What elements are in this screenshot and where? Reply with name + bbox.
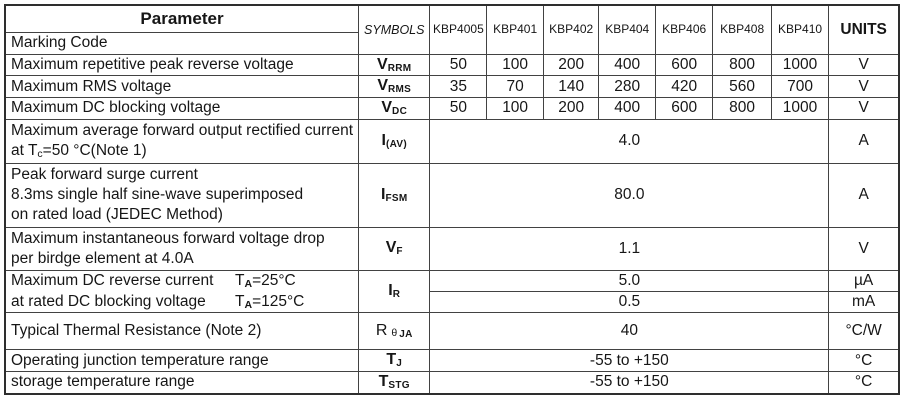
unit-cell: A [829,119,899,163]
row-vrms [5,76,899,98]
symbol-ifsm [359,163,430,227]
param-line: per birdge element at 4.0A [11,249,194,267]
col-header-kbp408: KBP408 [713,5,771,54]
value-cell-merged: 80.0 [430,163,829,227]
col-header-kbp404: KBP404 [599,5,656,54]
symbol-tstg [359,371,430,393]
value-cell-merged: 40 [430,313,829,350]
units-header: UNITS [829,5,899,54]
param-line: Maximum instantaneous forward voltage drop [11,229,325,247]
value-cell-merged: 0.5 [430,292,829,313]
param-label [5,227,359,270]
param-label: Operating junction temperature range [5,350,359,372]
symbols-header: SYMBOLS [359,5,430,54]
unit-cell: °C [829,371,899,393]
param-label: storage temperature range [5,371,359,393]
value-cell-merged: 4.0 [430,119,829,163]
unit-cell: °C/W [829,313,899,350]
param-label [5,270,359,312]
row-tj [5,350,899,372]
param-line: at rated DC blocking voltage TA=125°C [11,292,305,311]
value-cell: 100 [487,54,544,76]
param-line: Peak forward surge current [11,166,198,184]
symbol-subscript: F [396,246,403,258]
value-cell: 560 [713,76,771,98]
symbol-subscript: J [396,358,403,370]
col-header-kbp410: KBP410 [771,5,828,54]
symbol-base: I [381,185,386,203]
maximum-ratings-table [4,4,900,395]
unit-cell: mA [829,292,899,313]
param-label [5,119,359,163]
unit-cell: µA [829,270,899,291]
value-cell: 100 [487,98,544,120]
param-label: Maximum DC blocking voltage [5,98,359,120]
col-header-kbp402: KBP402 [543,5,599,54]
symbol-subscript: R [392,289,401,301]
symbol-base: R [375,321,388,339]
unit-cell: A [829,163,899,227]
value-cell: 600 [655,54,712,76]
param-label: Maximum RMS voltage [5,76,359,98]
symbol-base: V [381,99,393,117]
row-iav [5,119,899,163]
symbol-subscript: STG [388,379,410,391]
condition-ta25: TA=25°C [235,271,296,290]
unit-cell: V [829,54,899,76]
value-cell: 1000 [771,54,828,76]
param-label: Maximum repetitive peak reverse voltage [5,54,359,76]
tc-subscript: c [37,148,43,161]
value-cell: 70 [487,76,544,98]
symbol-subscript: (AV) [385,138,407,150]
value-cell: 400 [599,54,656,76]
value-cell: 200 [543,54,599,76]
symbol-subscript: FSM [385,192,408,204]
symbol-base: V [377,55,388,73]
symbol-subscript: RMS [388,84,412,96]
unit-cell: V [829,98,899,120]
symbol-base: I [381,131,386,149]
symbol-base: I [388,282,393,300]
value-cell: 35 [430,76,487,98]
unit-cell: V [829,227,899,270]
value-cell: 600 [655,98,712,120]
value-cell: 400 [599,98,656,120]
symbol-vrms [359,76,430,98]
value-cell-merged: 1.1 [430,227,829,270]
condition-ta125: TA=125°C [235,292,305,311]
row-ir-ta25 [5,270,899,291]
marking-code-label: Marking Code [5,32,359,54]
unit-cell: V [829,76,899,98]
row-vdc [5,98,899,120]
col-header-kbp406: KBP406 [655,5,712,54]
ta-subscript: A [244,277,253,290]
symbol-vdc [359,98,430,120]
value-cell-merged: 5.0 [430,270,829,291]
symbol-subscript: RRM [387,62,412,74]
symbol-base: T [386,351,397,369]
param-label [5,163,359,227]
param-line: on rated load (JEDEC Method) [11,206,223,224]
value-cell: 700 [771,76,828,98]
value-cell-merged: -55 to +150 [430,350,829,372]
value-cell: 420 [655,76,712,98]
param-line: 8.3ms single half sine-wave superimposed [11,186,304,204]
unit-cell: °C [829,350,899,372]
value-cell: 1000 [771,98,828,120]
row-rthja [5,313,899,350]
symbol-base: V [385,239,397,257]
symbol-rthja [359,313,430,350]
param-line: Maximum average forward output rectified current [11,122,354,139]
param-line: at Tc=50 °C(Note 1) [11,142,147,161]
symbol-base: T [378,372,389,390]
symbol-base: V [377,77,388,95]
symbol-subscript: DC [392,106,408,118]
param-label: Typical Thermal Resistance (Note 2) [5,313,359,350]
value-cell: 800 [713,54,771,76]
header-row [5,5,899,32]
symbol-tj [359,350,430,372]
symbol-vrrm [359,54,430,76]
symbol-iav [359,119,430,163]
value-cell-merged: -55 to +150 [430,371,829,393]
parameter-header: Parameter [5,5,359,32]
value-cell: 280 [599,76,656,98]
col-header-kbp401: KBP401 [487,5,544,54]
row-ifsm [5,163,899,227]
value-cell: 200 [543,98,599,120]
symbol-vf [359,227,430,270]
symbol-subscript: JA [399,328,413,340]
row-vrrm [5,54,899,76]
theta-symbol: θ [391,326,398,339]
value-cell: 140 [543,76,599,98]
row-vf [5,227,899,270]
col-header-kbp4005: KBP4005 [430,5,487,54]
row-tstg [5,371,899,393]
value-cell: 50 [430,98,487,120]
param-line: Maximum DC reverse current TA=25°C [11,271,296,290]
value-cell: 50 [430,54,487,76]
symbol-ir [359,270,430,312]
ta-subscript: A [244,298,253,311]
value-cell: 800 [713,98,771,120]
